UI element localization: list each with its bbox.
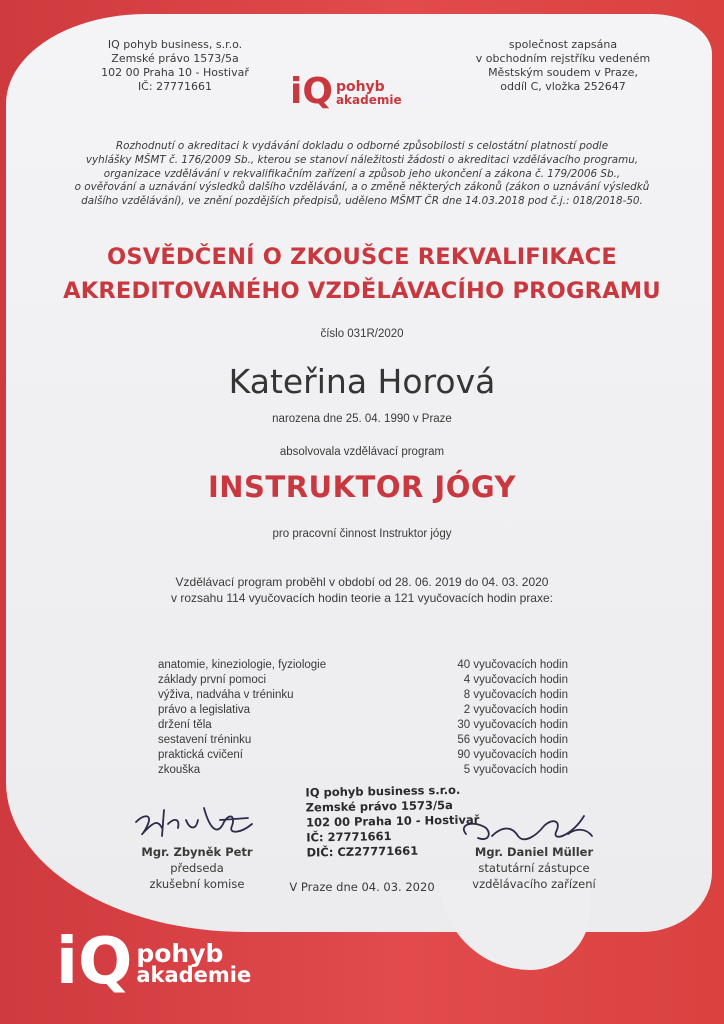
stamp-line-4: IČ: 27771661 bbox=[306, 829, 392, 845]
registry-line-2: v obchodním rejstříku vedeném bbox=[475, 52, 651, 65]
course-row bbox=[158, 733, 568, 748]
registry-line-3: Městským soudem v Praze, bbox=[488, 66, 638, 79]
course-name: sestavení tréninku bbox=[158, 734, 252, 746]
course-name: základy první pomoci bbox=[158, 674, 267, 686]
signer-left bbox=[112, 844, 282, 892]
bottom-logo-words bbox=[136, 939, 252, 988]
signer-left-role-1: předseda bbox=[170, 861, 224, 875]
course-row bbox=[158, 718, 568, 733]
course-hours: 2 vyučovacích hodin bbox=[463, 704, 568, 716]
course-name: výživa, nadváha v tréninku bbox=[158, 689, 294, 701]
signature-left bbox=[128, 800, 268, 848]
program-period: Vzdělávací program proběhl v období od 28. 06. 2019 do 04. 03. 2020 bbox=[175, 575, 549, 589]
company-ic: IČ: 27771661 bbox=[137, 80, 213, 93]
stamp-line-3: 102 00 Praha 10 - Hostivař bbox=[305, 812, 480, 830]
accreditation-line-3: organizace vzdělávání v rekvalifikačním zařízení a způsob jeho ukončení a zákona č. 179/2006 Sb., bbox=[103, 167, 621, 180]
signer-left-role-2: zkušební komise bbox=[149, 877, 245, 891]
company-address bbox=[60, 38, 290, 94]
course-row bbox=[158, 658, 568, 673]
birth-info: narozena dne 25. 04. 1990 v Praze bbox=[272, 413, 452, 425]
accreditation-line-1: Rozhodnutí o akreditaci k vydávání dokladu o odborné způsobilosti s celostátní platností podle bbox=[115, 140, 609, 152]
logo-word-pohyb: pohyb bbox=[335, 79, 385, 96]
course-hours: 4 vyučovacích hodin bbox=[463, 674, 568, 686]
program-scope: v rozsahu 114 vyučovacích hodin teorie a 121 vyučovacích hodin praxe: bbox=[170, 591, 553, 605]
signer-right-role-1: statutární zástupce bbox=[478, 861, 590, 875]
course-hours: 40 vyučovacích hodin bbox=[457, 659, 568, 671]
course-hours: 8 vyučovacích hodin bbox=[463, 689, 568, 701]
course-hours: 90 vyučovacích hodin bbox=[457, 749, 568, 761]
bottom-logo-word-pohyb: pohyb bbox=[136, 939, 224, 969]
course-name: praktická cvičení bbox=[158, 749, 244, 761]
work-activity: pro pracovní činnost Instruktor jógy bbox=[272, 528, 452, 540]
top-logo bbox=[290, 71, 402, 112]
speech-bubble-tail bbox=[440, 880, 590, 970]
stamp-line-5: DIČ: CZ27771661 bbox=[306, 843, 419, 860]
completed-label: absolvovala vzdělávací program bbox=[279, 446, 445, 458]
course-hours: 5 vyučovacích hodin bbox=[463, 764, 568, 776]
course-hours: 56 vyučovacích hodin bbox=[457, 734, 568, 746]
bottom-logo-iq: iQ bbox=[56, 925, 133, 999]
bottom-logo bbox=[56, 925, 252, 999]
bottom-logo-word-akademie: akademie bbox=[136, 963, 252, 988]
company-city: 102 00 Praha 10 - Hostivař bbox=[101, 66, 249, 79]
title-line-2: AKREDITOVANÉHO VZDĚLÁVACÍHO PROGRAMU bbox=[63, 278, 661, 304]
course-hours: 30 vyučovacích hodin bbox=[457, 719, 568, 731]
course-name: zkouška bbox=[158, 764, 201, 776]
course-name: držení těla bbox=[158, 719, 212, 731]
stamp-line-2: Zemské právo 1573/5a bbox=[305, 797, 453, 815]
issue-date: V Praze dne 04. 03. 2020 bbox=[289, 880, 435, 894]
logo-iq: iQ bbox=[290, 71, 333, 112]
title-line-1: OSVĚDČENÍ O ZKOUŠCE REKVALIFIKACE bbox=[107, 244, 617, 270]
signer-right bbox=[444, 844, 624, 892]
course-list bbox=[158, 658, 568, 778]
course-row bbox=[158, 763, 568, 778]
accreditation-line-4: o ověřování a uznávání výsledků dalšího vzdělávání, a o změně některých zákonů (zákon o uznávání výsledků bbox=[74, 181, 650, 194]
signer-left-name: Mgr. Zbyněk Petr bbox=[141, 845, 253, 859]
accreditation-text bbox=[36, 140, 688, 209]
accreditation-line-5: dalšího vzdělávání), ve znění pozdějších předpisů, uděleno MŠMT ČR dne 14.03.2018 pod č.j.: 018/2018-50. bbox=[81, 195, 643, 208]
course-name: právo a legislativa bbox=[158, 704, 251, 716]
logo-words bbox=[336, 81, 402, 106]
signer-right-role-2: vzdělávacího zařízení bbox=[472, 877, 596, 891]
person-name: Kateřina Horová bbox=[228, 362, 496, 401]
registry-line-4: oddíl C, vložka 252647 bbox=[500, 80, 626, 93]
certificate-title bbox=[20, 240, 704, 308]
course-row bbox=[158, 688, 568, 703]
registry-line-1: společnost zapsána bbox=[508, 38, 618, 51]
course-name: anatomie, kineziologie, fyziologie bbox=[158, 659, 327, 671]
course-row bbox=[158, 673, 568, 688]
certificate-number: číslo 031R/2020 bbox=[320, 328, 404, 340]
registry-info bbox=[448, 38, 678, 94]
company-name: IQ pohyb business, s.r.o. bbox=[107, 38, 243, 51]
course-row bbox=[158, 703, 568, 718]
signer-right-name: Mgr. Daniel Müller bbox=[474, 845, 594, 859]
accreditation-line-2: vyhlášky MŠMT č. 176/2009 Sb., kterou se stanoví náležitosti žádosti o akreditaci vzdělávacího programu, bbox=[85, 153, 639, 166]
logo-word-akademie: akademie bbox=[335, 92, 402, 107]
stamp-line-1: IQ pohyb business s.r.o. bbox=[305, 782, 461, 800]
course-row bbox=[158, 748, 568, 763]
program-name: INSTRUKTOR JÓGY bbox=[207, 470, 517, 504]
company-street: Zemské právo 1573/5a bbox=[111, 52, 239, 65]
program-period-block bbox=[80, 574, 644, 606]
